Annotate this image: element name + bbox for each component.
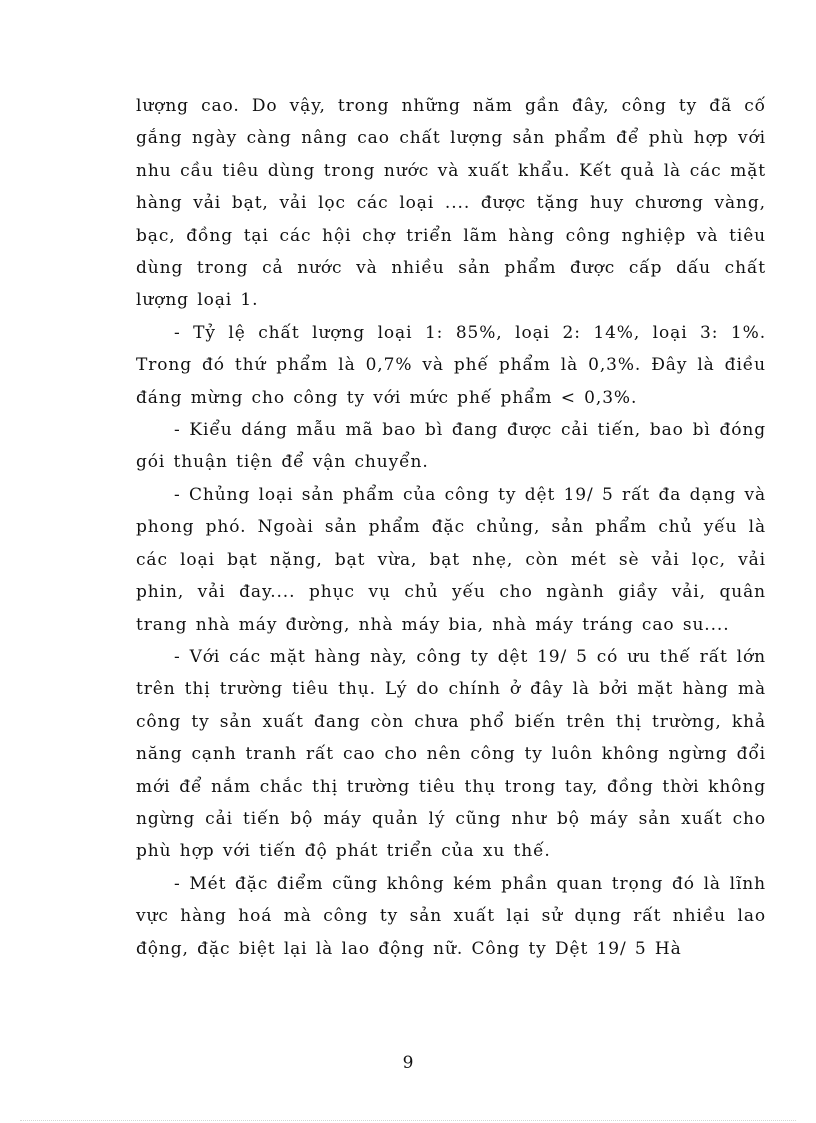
paragraph-3: - Kiểu dáng mẫu mã bao bì đang được cải tiến, bao bì đóng gói thuận tiện để vận chuyển. <box>136 420 766 473</box>
paragraph-4: - Chủng loại sản phẩm của công ty dệt 19/ 5 rất đa dạng và phong phó. Ngoài sản phẩm đặc chủng, sản phẩm chủ yếu là các loại bạt nặng, bạt vừa, bạt nhẹ, còn mét sè vải lọc, vải phin, vải đay.... phục vụ chủ yếu cho ngành giầy vải, quân trang nhà máy đường, nhà máy bia, nhà máy tráng cao su.... <box>136 484 766 635</box>
body-text <box>136 90 766 965</box>
paragraph-5: - Với các mặt hàng này, công ty dệt 19/ 5 có ưu thế rất lớn trên thị trường tiêu thụ. Lý do chính ở đây là bởi mặt hàng mà công ty sản xuất đang còn chưa phổ biến trên thị trường, khả năng cạnh tranh rất cao cho nên công ty luôn không ngừng đổi mới để nắm chắc thị trường tiêu thụ trong tay, đồng thời không ngừng cải tiến bộ máy quản lý cũng như bộ máy sản xuất cho phù hợp với tiến độ phát triển của xu thế. <box>136 646 766 862</box>
page-number: 9 <box>402 1053 414 1073</box>
page-bottom-divider <box>20 1120 796 1121</box>
paragraph-2: - Tỷ lệ chất lượng loại 1: 85%, loại 2: 14%, loại 3: 1%. Trong đó thứ phẩm là 0,7% và phế phẩm là 0,3%. Đây là điều đáng mừng cho công ty với mức phế phẩm < 0,3%. <box>136 322 766 408</box>
paragraph-1: lượng cao. Do vậy, trong những năm gần đây, công ty đã cố gắng ngày càng nâng cao chất lượng sản phẩm để phù hợp với nhu cầu tiêu dùng trong nước và xuất khẩu. Kết quả là các mặt hàng vải bạt, vải lọc các loại .... được tặng huy chương vàng, bạc, đồng tại các hội chợ triển lãm hàng công nghiệp và tiêu dùng trong cả nước và nhiều sản phẩm được cấp dấu chất lượng loại 1. <box>136 96 766 311</box>
paragraph-6: - Mét đặc điểm cũng không kém phần quan trọng đó là lĩnh vực hàng hoá mà công ty sản xuất lại sử dụng rất nhiều lao động, đặc biệt lại là lao động nữ. Công ty Dệt 19/ 5 Hà <box>136 873 766 959</box>
